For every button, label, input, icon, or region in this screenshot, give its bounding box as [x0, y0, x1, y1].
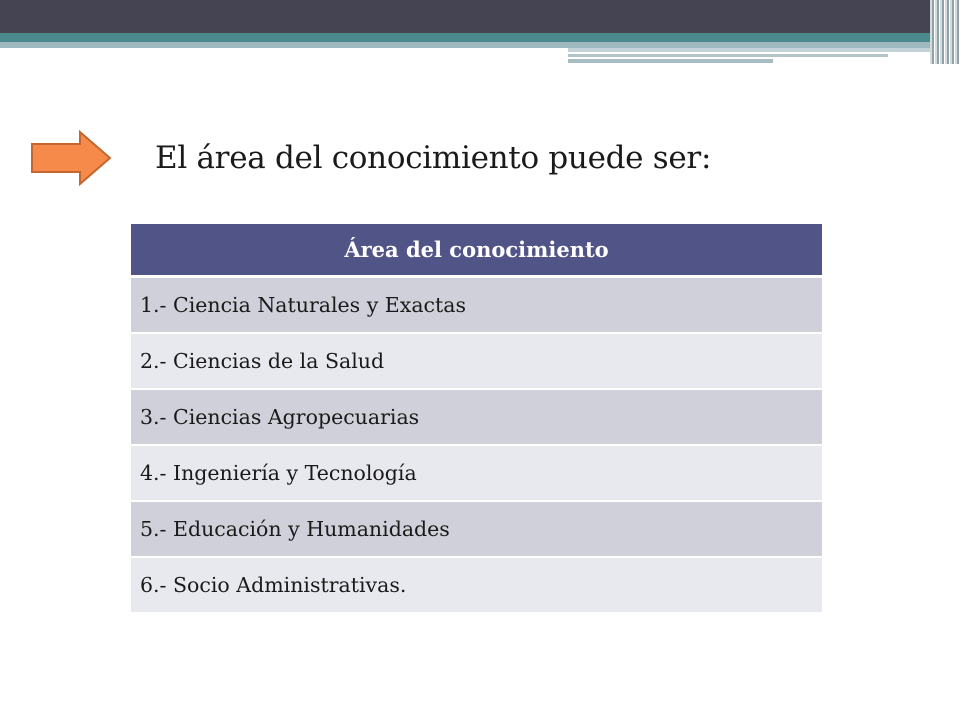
- table-row: 5.- Educación y Humanidades: [131, 502, 822, 558]
- slide-divider-line: [568, 59, 773, 63]
- table-row: 6.- Socio Administrativas.: [131, 558, 822, 614]
- slide-heading: El área del conocimiento puede ser:: [155, 140, 712, 176]
- knowledge-area-table: [131, 224, 822, 614]
- slide-header-band: [0, 0, 960, 33]
- table-header: Área del conocimiento: [131, 224, 822, 278]
- table-row: 1.- Ciencia Naturales y Exactas: [131, 278, 822, 334]
- table-row: 3.- Ciencias Agropecuarias: [131, 390, 822, 446]
- table-row: 2.- Ciencias de la Salud: [131, 334, 822, 390]
- slide-divider-line: [568, 48, 960, 52]
- right-arrow-icon: [30, 130, 112, 186]
- slide-edge-stripes: [930, 0, 960, 64]
- slide-accent-bar: [0, 33, 960, 42]
- slide-divider-line: [568, 54, 888, 57]
- table-row: 4.- Ingeniería y Tecnología: [131, 446, 822, 502]
